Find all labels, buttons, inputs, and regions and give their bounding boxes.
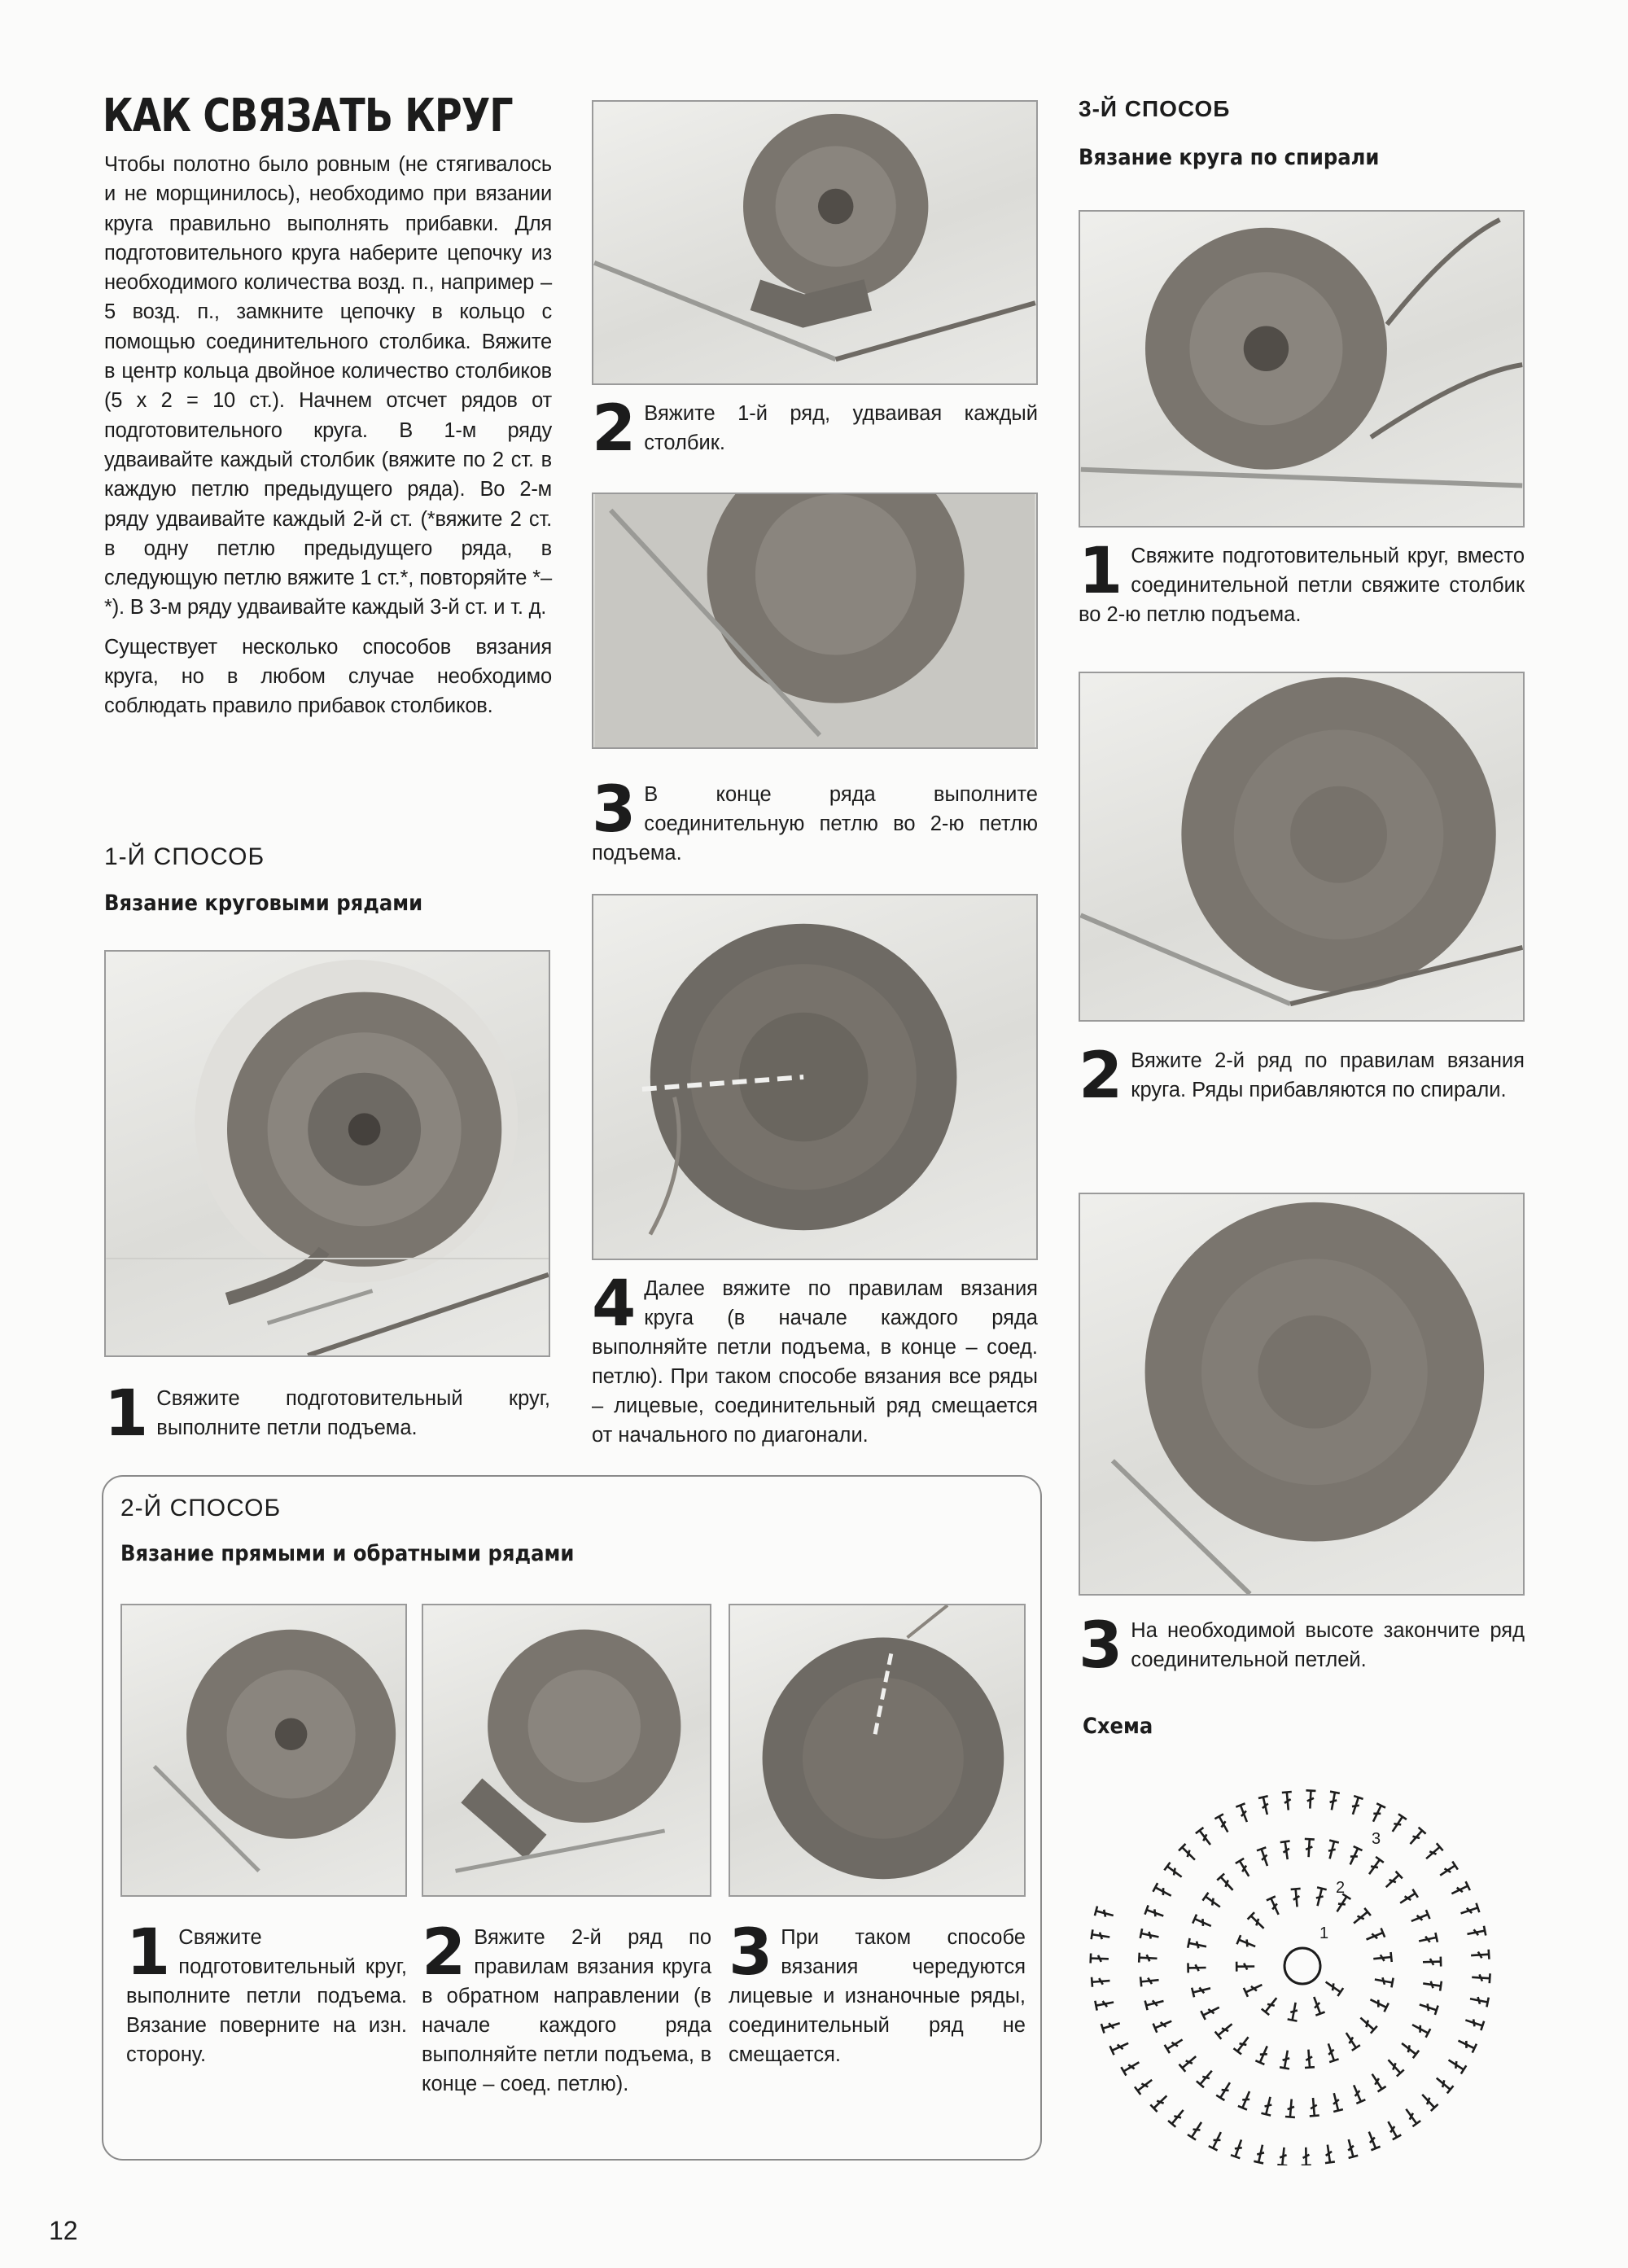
method3-step3 [1079, 1609, 1525, 1683]
stitch-symbol [1110, 2038, 1131, 2055]
step-text: Вяжите 1-й ряд, удваивая каждый столбик. [644, 402, 1038, 454]
method2-step1 [126, 1916, 407, 2069]
step-number: 3 [592, 773, 637, 847]
stitch-symbol [1091, 1954, 1109, 1964]
stitch-symbol [1139, 1953, 1158, 1964]
stitch-symbol [1469, 1994, 1489, 2007]
stitch-symbol [1384, 2119, 1401, 2139]
stitch-symbol [1460, 1903, 1480, 1918]
stitch-symbol [1135, 2076, 1155, 2095]
step-number: 4 [592, 1268, 637, 1341]
stitch-symbol [1346, 1846, 1362, 1867]
stitch-symbol [1217, 1874, 1236, 1894]
stitch-symbol [1423, 1843, 1442, 1862]
stitch-symbol [1238, 2090, 1254, 2110]
intro-paragraph-1: Чтобы полотно было ровным (не стягивалось и не морщинилось), необходимо при вязании круга правильно выполнять прибавки. Для подготовительного круга наберите цепочку из необходимого количества возд. п., например – 5 возд. п., замкните цепочку в кольцо с помощью соединительного столбика. Вяжите в центр кольца двойное количество столбиков (5 x 2 = 10 ст.). Начнем отсчет рядов от подготовительного круга. В 1-м ряду удваивайте каждый столбик (вяжите по 2 ст. в каждую петлю предыдущего ряда). Во 2-м ряду удваивайте каждый 2-й ст. (*вяжите 2 ст. в одну петлю предыдущего ряда, в следующую петлю вяжите 1 ст.*, повторяйте *–*). В 3-м ряду удваивайте каждый 3-й ст. и т. д. [104, 153, 552, 620]
intro-paragraph-2: Существует несколько способов вязания круга, но в любом случае необходимо соблюдать правило прибавок столбиков. [104, 635, 552, 718]
crochet-circle-image [593, 494, 1036, 747]
stitch-symbol [1262, 1994, 1280, 2015]
stitch-symbol [1418, 1933, 1438, 1946]
step-text: Вяжите 2-й ряд по правилам вязания круга. Ряды прибавляются по спирали. [1131, 1049, 1525, 1101]
stitch-symbol [1193, 1915, 1213, 1931]
stitch-symbol [1438, 1862, 1458, 1880]
page-number: 12 [49, 2216, 78, 2245]
stitch-symbol [1313, 1887, 1327, 1907]
stitch-symbol [1150, 2092, 1170, 2112]
stitch-symbol [1305, 1790, 1315, 1809]
stitch-symbol [1464, 2016, 1484, 2030]
stitch-symbol [1291, 1889, 1302, 1907]
stitch-symbol [1327, 1792, 1340, 1811]
photo-method1-step2 [592, 100, 1038, 385]
crochet-circle-image [122, 1605, 405, 1895]
stitch-symbol [1201, 2003, 1221, 2020]
stitch-symbol [1192, 1983, 1211, 1997]
photo-method1-step4 [592, 894, 1038, 1260]
stitch-symbol [1419, 2091, 1438, 2111]
crochet-circle-image [593, 895, 1036, 1259]
step-text: Свяжите подготовительный круг, выполните петли подъема. [156, 1387, 550, 1439]
stitch-symbol [1323, 2144, 1335, 2163]
stitch-symbol [1215, 2021, 1236, 2039]
photo-method2-step1 [120, 1604, 407, 1897]
stitch-symbol [1423, 1957, 1441, 1968]
stitch-symbol [1261, 2095, 1275, 2115]
method1-label: 1-Й СПОСОБ [104, 843, 265, 870]
stitch-symbol [1418, 2000, 1438, 2015]
stitch-symbol [1140, 1929, 1160, 1942]
stitch-symbol [1385, 2056, 1404, 2076]
stitch-symbol [1168, 2107, 1187, 2127]
stitch-symbol [1433, 2074, 1454, 2093]
photo-method1-step1 [104, 950, 550, 1357]
crochet-scheme-diagram [1079, 1758, 1526, 2165]
stitch-symbol [1285, 2099, 1297, 2117]
step-text: При таком способе вязания чередуются лицевые и изнаночные ряды, соединительный ряд не смещается. [729, 1926, 1026, 2066]
stitch-symbol [1095, 1907, 1114, 1920]
page-title: КАК СВЯЗАТЬ КРУГ [103, 90, 513, 142]
stitch-symbol [1303, 2049, 1315, 2068]
method1-step1 [104, 1377, 550, 1451]
method2-step2 [422, 1916, 711, 2099]
photo-method3-step1 [1079, 210, 1525, 528]
scheme-row-2: 2 [1336, 1879, 1346, 1897]
stitch-symbol [1407, 1828, 1426, 1847]
stitch-symbol [1121, 2058, 1141, 2076]
stitch-symbol [1368, 2071, 1386, 2091]
stitch-symbol [1410, 1910, 1430, 1925]
stitch-symbol [1342, 2030, 1360, 2051]
stitch-symbol [1165, 2035, 1185, 2053]
stitch-symbol [1196, 1828, 1214, 1848]
scheme-center-ring [1284, 1948, 1320, 1984]
crochet-circle-image [106, 952, 549, 1355]
stitch-symbol [1325, 1841, 1339, 1860]
stitch-symbol [1257, 1847, 1272, 1867]
stitch-symbol [1280, 2050, 1293, 2069]
crochet-circle-image [593, 102, 1036, 383]
stitch-symbol [1383, 1872, 1403, 1891]
photo-method3-step2 [1079, 672, 1525, 1022]
scheme-row-1: 1 [1319, 1924, 1329, 1942]
stitch-symbol [1422, 1978, 1441, 1990]
photo-method1-step3 [592, 493, 1038, 749]
stitch-symbol [1329, 2092, 1343, 2112]
stitch-symbol [1402, 2106, 1420, 2126]
step-number: 3 [1079, 1609, 1123, 1683]
stitch-symbol [1324, 2042, 1338, 2062]
stitch-symbol [1350, 2083, 1366, 2104]
stitch-symbol [1277, 2147, 1289, 2165]
step-number: 2 [422, 1916, 466, 1990]
method1-subtitle: Вязание круговыми рядами [104, 891, 423, 916]
stitch-symbol [1282, 1792, 1293, 1810]
stitch-symbol [1304, 1839, 1315, 1858]
stitch-symbol [1231, 2138, 1246, 2158]
stitch-symbol [1398, 1889, 1418, 1907]
method2-subtitle: Вязание прямыми и обратными рядами [120, 1541, 575, 1566]
method1-step4 [592, 1268, 1038, 1450]
stitch-symbol [1267, 1896, 1283, 1916]
step-number: 2 [1079, 1040, 1123, 1113]
spiral-chart [1079, 1758, 1526, 2165]
method3-subtitle: Вязание круга по спирали [1079, 145, 1380, 170]
stitch-symbol [1095, 1998, 1114, 2011]
stitch-symbol [1350, 1908, 1371, 1927]
step-text: В конце ряда выполните соединительную петлю во 2-ю петлю подъема. [592, 783, 1038, 865]
stitch-symbol [1398, 2039, 1419, 2058]
stitch-symbol [1365, 1857, 1384, 1877]
scheme-row-3: 3 [1372, 1830, 1381, 1848]
stitch-symbol [1197, 2068, 1215, 2087]
method2-label: 2-Й СПОСОБ [120, 1495, 282, 1521]
stitch-symbol [1308, 2098, 1319, 2117]
stitch-symbol [1466, 1926, 1486, 1939]
stitch-symbol [1140, 1975, 1159, 1986]
stitch-symbol [1145, 1905, 1166, 1920]
crochet-circle-image [1080, 673, 1523, 1020]
stitch-symbol [1280, 1841, 1293, 1859]
stitch-symbol [1179, 2052, 1200, 2071]
method2-step3 [729, 1916, 1026, 2069]
stitch-symbol [1456, 2036, 1477, 2052]
stitch-symbol [1236, 1859, 1254, 1879]
step-text: Далее вяжите по правилам вязания круга (в начале каждого ряда выполняйте петли подъема, в конце – соед. петлю). При таком способе вязания все ряды – лицевые, соединительный ряд смещается от начального по диагонали. [592, 1277, 1038, 1447]
stitch-symbol [1255, 2044, 1271, 2064]
stitch-symbol [1237, 1935, 1258, 1951]
intro-text [104, 150, 552, 721]
stitch-symbol [1153, 2016, 1174, 2033]
stitch-symbol [1188, 1963, 1206, 1972]
photo-method3-step3 [1079, 1193, 1525, 1596]
stitch-symbol [1209, 2130, 1225, 2150]
stitch-symbol [1288, 2002, 1301, 2021]
stitch-symbol [1348, 1796, 1363, 1816]
stitch-symbol [1236, 1803, 1251, 1824]
stitch-symbol [1310, 1995, 1325, 2016]
stitch-symbol [1364, 1929, 1385, 1945]
stitch-symbol [1153, 1883, 1173, 1900]
step-number: 1 [126, 1916, 171, 1990]
crochet-circle-image [1080, 212, 1523, 526]
step-text: На необходимой высоте закончите ряд соединительной петлей. [1131, 1619, 1525, 1671]
stitch-symbol [1472, 1972, 1490, 1983]
stitch-symbol [1369, 1803, 1385, 1824]
stitch-symbol [1450, 1881, 1470, 1898]
stitch-symbol [1364, 2130, 1380, 2150]
stitch-symbol [1164, 1863, 1184, 1881]
step-number: 2 [592, 392, 637, 466]
stitch-symbol [1374, 1975, 1394, 1988]
stitch-symbol [1389, 1814, 1407, 1834]
stitch-symbol [1216, 2080, 1234, 2100]
stitch-symbol [1188, 2120, 1206, 2140]
stitch-symbol [1373, 1952, 1392, 1964]
method1-step2 [592, 392, 1038, 466]
scheme-label: Схема [1083, 1714, 1153, 1739]
step-text: Свяжите подготовительный круг, выполните петли подъема. Вязание поверните на изн. сторону. [126, 1926, 407, 2066]
stitch-symbol [1179, 1844, 1198, 1863]
stitch-symbol [1236, 1962, 1254, 1972]
stitch-symbol [1214, 1814, 1232, 1834]
stitch-symbol [1092, 1929, 1111, 1942]
stitch-symbol [1101, 2018, 1122, 2033]
stitch-symbol [1145, 1996, 1165, 2010]
stitch-symbol [1258, 1796, 1272, 1815]
stitch-symbol [1244, 1981, 1264, 1997]
stitch-symbol [1248, 1912, 1267, 1932]
stitch-symbol [1202, 1893, 1223, 1911]
method3-step2 [1079, 1040, 1525, 1113]
stitch-symbol [1092, 1976, 1110, 1987]
method3-label: 3-Й СПОСОБ [1079, 96, 1231, 121]
method3-step1 [1079, 535, 1525, 629]
stitch-symbol [1188, 1938, 1207, 1951]
stitch-symbol [1357, 2014, 1376, 2034]
step-text: Свяжите подготовительный круг, вместо соединительной петли свяжите столбик во 2-ю петлю подъема. [1079, 545, 1525, 626]
photo-method2-step3 [729, 1604, 1026, 1897]
stitch-symbol [1323, 1978, 1343, 1996]
step-number: 1 [104, 1377, 149, 1451]
step-number: 3 [729, 1916, 773, 1990]
stitch-symbol [1471, 1950, 1490, 1960]
stitch-symbol [1446, 2056, 1466, 2073]
crochet-circle-image [730, 1605, 1024, 1895]
stitch-symbol [1344, 2139, 1358, 2158]
crochet-circle-image [1080, 1194, 1523, 1594]
step-text: Вяжите 2-й ряд по правилам вязания круга в обратном направлении (в начале каждого ряда выполняйте петли подъема, в конце – соед. петлю). [422, 1926, 711, 2095]
stitch-symbol [1368, 1995, 1389, 2012]
stitch-symbol [1410, 2021, 1430, 2038]
step-number: 1 [1079, 535, 1123, 608]
method1-step3 [592, 773, 1038, 868]
crochet-circle-image [423, 1605, 710, 1895]
stitch-symbol [1254, 2143, 1267, 2163]
stitch-symbol [1301, 2148, 1311, 2165]
photo-method2-step2 [422, 1604, 711, 1897]
stitch-symbol [1233, 2034, 1252, 2055]
